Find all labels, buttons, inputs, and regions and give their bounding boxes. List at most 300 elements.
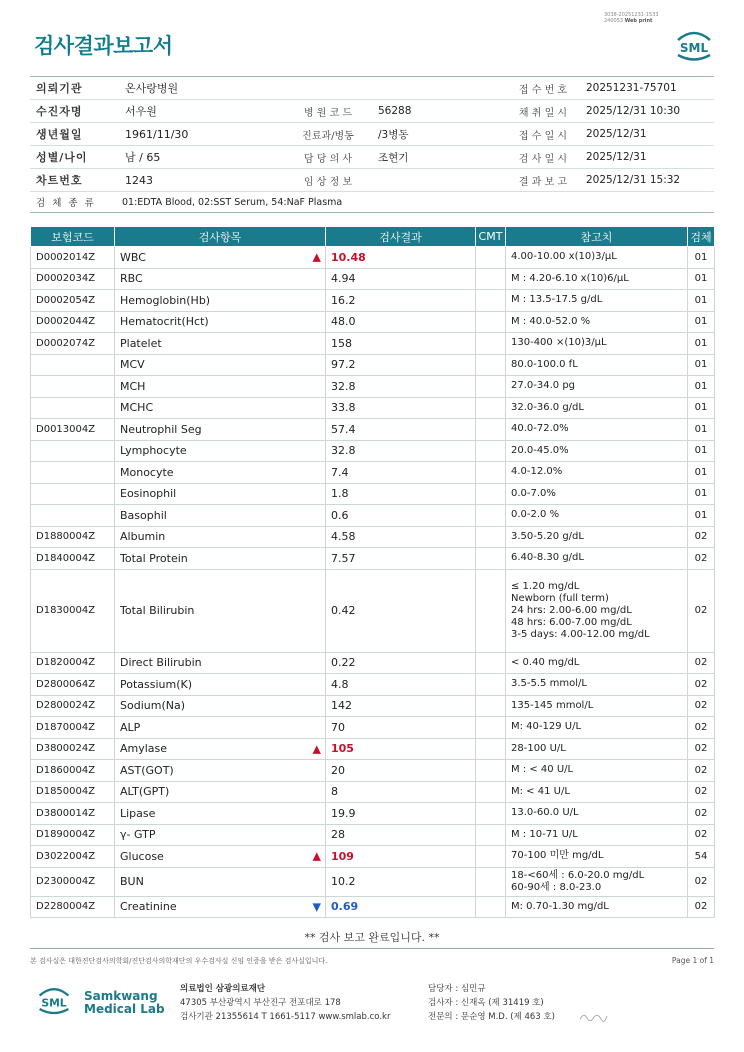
- insurance-code: D2800064Z: [31, 674, 115, 696]
- info-label: 의뢰기관: [36, 82, 83, 95]
- table-row: [31, 569, 715, 652]
- page-title: 검사결과보고서: [34, 34, 173, 58]
- insurance-code: D0002044Z: [31, 311, 115, 333]
- test-item: Eosinophil: [120, 487, 177, 501]
- test-item-cell: [115, 695, 326, 717]
- insurance-code: D0002074Z: [31, 333, 115, 355]
- specimen-code: 01: [688, 483, 715, 505]
- reference-line: 27.0-34.0 pg: [511, 380, 576, 392]
- reference-line: 4.0-12.0%: [511, 466, 563, 478]
- test-result: 33.8: [326, 397, 476, 419]
- insurance-code: D2300004Z: [31, 867, 115, 896]
- table-row: [31, 311, 715, 333]
- test-item-cell: [115, 419, 326, 441]
- org-contact: 검사기관 21355614 T 1661-5117 www.smlab.co.kr: [180, 1012, 391, 1022]
- test-item: Potassium(K): [120, 677, 193, 691]
- info-value: 56288: [378, 105, 412, 117]
- specimen-code: 01: [688, 462, 715, 484]
- info-value: /3병동: [378, 128, 409, 141]
- reference-range: [506, 397, 688, 419]
- table-row: [31, 526, 715, 548]
- specimen-code: 02: [688, 717, 715, 739]
- cmt-cell: [476, 781, 506, 803]
- info-label: 차트번호: [36, 174, 83, 187]
- reference-line: 0.0-2.0 %: [511, 509, 560, 521]
- cmt-cell: [476, 268, 506, 290]
- reference-line: < 0.40 mg/dL: [511, 656, 580, 668]
- table-row: [31, 695, 715, 717]
- column-header: 검사결과: [326, 227, 476, 247]
- print-meta: [604, 12, 659, 24]
- info-label: 검 사 일 시: [518, 153, 568, 165]
- test-item: Hematocrit(Hct): [120, 315, 209, 329]
- test-result: 4.94: [326, 268, 476, 290]
- test-item: Total Protein: [120, 551, 188, 565]
- cmt-cell: [476, 846, 506, 868]
- test-item: Neutrophil Seg: [120, 422, 202, 436]
- test-item-cell: [115, 674, 326, 696]
- test-item-cell: [115, 738, 326, 760]
- reference-range: [506, 652, 688, 674]
- table-row: [31, 867, 715, 896]
- specimen-code: 02: [688, 867, 715, 896]
- test-result: 7.4: [326, 462, 476, 484]
- test-item: Lymphocyte: [120, 444, 187, 458]
- insurance-code: D0002034Z: [31, 268, 115, 290]
- cmt-cell: [476, 483, 506, 505]
- insurance-code: D1830004Z: [31, 569, 115, 652]
- table-row: [31, 803, 715, 825]
- reference-line: M : 10-71 U/L: [511, 828, 578, 840]
- cmt-cell: [476, 738, 506, 760]
- svg-text:SML: SML: [41, 996, 67, 1010]
- test-item-cell: [115, 333, 326, 355]
- column-header: 보험코드: [31, 227, 115, 247]
- specimen-code: 02: [688, 781, 715, 803]
- brand-name: [84, 990, 165, 1016]
- insurance-code: D0013004Z: [31, 419, 115, 441]
- cmt-cell: [476, 526, 506, 548]
- reference-range: [506, 462, 688, 484]
- reference-line: 135-145 mmol/L: [511, 699, 594, 711]
- specimen-code: 02: [688, 695, 715, 717]
- specimen-code: 02: [688, 803, 715, 825]
- insurance-code: D1890004Z: [31, 824, 115, 846]
- specimen-code: 02: [688, 548, 715, 570]
- table-row: [31, 505, 715, 527]
- reference-range: [506, 717, 688, 739]
- test-result: 0.6: [326, 505, 476, 527]
- org-name: 의료법인 삼광의료재단: [180, 984, 266, 994]
- results-table: [30, 226, 715, 918]
- reference-line: M: < 41 U/L: [511, 785, 570, 797]
- specimen-code: 01: [688, 247, 715, 269]
- reference-line: 3.50-5.20 g/dL: [511, 530, 584, 542]
- specimen-code: 01: [688, 440, 715, 462]
- test-item: Amylase: [120, 742, 168, 756]
- info-label: 접 수 번 호: [518, 84, 568, 96]
- test-result: 142: [326, 695, 476, 717]
- reference-line: M : 40.0-52.0 %: [511, 315, 591, 327]
- print-id: 3038-20251231-1533: [604, 12, 659, 18]
- cmt-cell: [476, 462, 506, 484]
- page-number: Page 1 of 1: [671, 956, 714, 965]
- table-header: [31, 227, 715, 247]
- test-item-cell: [115, 397, 326, 419]
- table-row: [31, 674, 715, 696]
- cmt-cell: [476, 505, 506, 527]
- cmt-cell: [476, 760, 506, 782]
- cmt-cell: [476, 867, 506, 896]
- insurance-code: D2280004Z: [31, 896, 115, 918]
- specimen-code: 54: [688, 846, 715, 868]
- test-item: Glucose: [120, 849, 164, 863]
- cmt-cell: [476, 803, 506, 825]
- cmt-cell: [476, 376, 506, 398]
- specimen-code: 01: [688, 419, 715, 441]
- insurance-code: D0002014Z: [31, 247, 115, 269]
- table-row: [31, 268, 715, 290]
- test-item-cell: [115, 376, 326, 398]
- test-item-cell: [115, 652, 326, 674]
- specimen-row: [30, 192, 714, 213]
- cmt-cell: [476, 717, 506, 739]
- insurance-code: [31, 376, 115, 398]
- test-item: Lipase: [120, 806, 156, 820]
- test-result: 10.48: [326, 247, 476, 269]
- cmt-cell: [476, 419, 506, 441]
- high-flag-icon: ▲: [312, 250, 321, 264]
- reference-range: [506, 548, 688, 570]
- test-item-cell: [115, 717, 326, 739]
- insurance-code: D3022004Z: [31, 846, 115, 868]
- test-item: ALT(GPT): [120, 785, 170, 799]
- org-address: 47305 부산광역시 부산진구 전포대로 178: [180, 998, 341, 1008]
- specimen-code: 01: [688, 311, 715, 333]
- test-item-cell: [115, 483, 326, 505]
- insurance-code: D1820004Z: [31, 652, 115, 674]
- reference-range: [506, 483, 688, 505]
- info-label: 임 상 정 보: [303, 176, 353, 188]
- test-item-cell: [115, 760, 326, 782]
- info-label: 채 취 일 시: [518, 107, 568, 119]
- info-value: 1961/11/30: [125, 127, 189, 141]
- table-row: [31, 846, 715, 868]
- test-result: 105: [326, 738, 476, 760]
- specimen-code: 02: [688, 738, 715, 760]
- reference-line: ≤ 1.20 mg/dL: [511, 580, 580, 592]
- patient-info: [30, 76, 714, 213]
- reference-line: 6.40-8.30 g/dL: [511, 552, 584, 564]
- reference-line: 20.0-45.0%: [511, 444, 569, 456]
- insurance-code: [31, 354, 115, 376]
- reference-range: [506, 867, 688, 896]
- reference-line: M : 4.20-6.10 x(10)6/μL: [511, 272, 629, 284]
- test-item-cell: [115, 569, 326, 652]
- cmt-cell: [476, 652, 506, 674]
- test-item-cell: [115, 548, 326, 570]
- insurance-code: [31, 397, 115, 419]
- cmt-cell: [476, 440, 506, 462]
- info-row: [30, 77, 714, 100]
- reference-range: [506, 846, 688, 868]
- test-item-cell: [115, 781, 326, 803]
- specimen-code: 01: [688, 290, 715, 312]
- test-item: Total Bilirubin: [120, 604, 195, 617]
- info-label: 성별/나이: [36, 151, 88, 164]
- test-item: MCHC: [120, 401, 154, 415]
- reference-line: M: 40-129 U/L: [511, 721, 582, 733]
- test-item-cell: [115, 824, 326, 846]
- insurance-code: D1840004Z: [31, 548, 115, 570]
- reference-range: [506, 781, 688, 803]
- staff-specialist: 전문의 : 문순영 M.D. (제 463 호): [428, 1012, 555, 1022]
- test-result: 57.4: [326, 419, 476, 441]
- test-item: BUN: [120, 875, 144, 888]
- table-row: [31, 290, 715, 312]
- table-row: [31, 824, 715, 846]
- info-row: [30, 123, 714, 146]
- test-item-cell: [115, 290, 326, 312]
- table-row: [31, 354, 715, 376]
- info-value: 온사랑병원: [125, 82, 179, 95]
- test-result: 109: [326, 846, 476, 868]
- reference-line: 60-90세 : 8.0-23.0: [511, 881, 602, 893]
- reference-line: 80.0-100.0 fL: [511, 358, 578, 370]
- high-flag-icon: ▲: [312, 849, 321, 863]
- reference-range: [506, 674, 688, 696]
- test-item: Sodium(Na): [120, 699, 185, 713]
- staff-tester: 검사자 : 신재옥 (제 31419 호): [428, 998, 544, 1008]
- table-row: [31, 397, 715, 419]
- reference-range: [506, 268, 688, 290]
- signature-icon: [578, 1010, 608, 1024]
- reference-line: 13.0-60.0 U/L: [511, 807, 579, 819]
- reference-range: [506, 526, 688, 548]
- reference-line: 48 hrs: 6.00-7.00 mg/dL: [511, 616, 632, 628]
- test-result: 32.8: [326, 440, 476, 462]
- insurance-code: [31, 505, 115, 527]
- info-value: 2025/12/31 10:30: [586, 105, 681, 117]
- insurance-code: D2800024Z: [31, 695, 115, 717]
- reference-line: Newborn (full term): [511, 592, 609, 604]
- table-row: [31, 738, 715, 760]
- test-item: Monocyte: [120, 465, 174, 479]
- svg-text:SML: SML: [679, 41, 709, 55]
- reference-line: 18-<60세 : 6.0-20.0 mg/dL: [511, 869, 645, 881]
- reference-range: [506, 695, 688, 717]
- specimen-label: 검 체 종 류: [36, 198, 96, 209]
- staff-manager: 담당자 : 심민규: [428, 984, 486, 994]
- info-value: 20251231-75701: [586, 82, 677, 94]
- cmt-cell: [476, 695, 506, 717]
- info-value: 1243: [125, 173, 153, 187]
- column-header: 참고치: [506, 227, 688, 247]
- table-row: [31, 376, 715, 398]
- table-row: [31, 462, 715, 484]
- cmt-cell: [476, 333, 506, 355]
- reference-line: 32.0-36.0 g/dL: [511, 401, 584, 413]
- info-label: 진료과/병동: [302, 130, 354, 142]
- insurance-code: D1870004Z: [31, 717, 115, 739]
- info-value: 2025/12/31 15:32: [586, 174, 681, 186]
- specimen-code: 02: [688, 526, 715, 548]
- info-value: 남 / 65: [125, 151, 161, 164]
- reference-range: [506, 440, 688, 462]
- test-item: γ- GTP: [120, 828, 156, 842]
- insurance-code: D1880004Z: [31, 526, 115, 548]
- test-item-cell: [115, 268, 326, 290]
- specimen-code: 02: [688, 652, 715, 674]
- table-row: [31, 760, 715, 782]
- reference-line: M: 0.70-1.30 mg/dL: [511, 900, 609, 912]
- reference-range: [506, 505, 688, 527]
- test-item-cell: [115, 803, 326, 825]
- reference-line: 130-400 ×(10)3/μL: [511, 337, 607, 349]
- accreditation-note: 본 검사실은 대한진단검사의학회/진단검사의학재단의 우수검사실 신임 인증을 받은 검사실입니다.: [30, 957, 328, 965]
- test-item-cell: [115, 462, 326, 484]
- test-result: 16.2: [326, 290, 476, 312]
- specimen-code: 02: [688, 824, 715, 846]
- reference-range: [506, 376, 688, 398]
- test-item: MCH: [120, 379, 146, 393]
- test-result: 158: [326, 333, 476, 355]
- test-result: 19.9: [326, 803, 476, 825]
- reference-range: [506, 760, 688, 782]
- info-label: 생년월일: [36, 128, 83, 141]
- cmt-cell: [476, 824, 506, 846]
- brand-line-1: Samkwang: [84, 989, 158, 1003]
- reference-range: [506, 738, 688, 760]
- reference-range: [506, 354, 688, 376]
- reference-range: [506, 896, 688, 918]
- specimen-code: 02: [688, 896, 715, 918]
- test-item-cell: [115, 896, 326, 918]
- test-result: 70: [326, 717, 476, 739]
- reference-line: 28-100 U/L: [511, 742, 566, 754]
- test-result: 0.69: [326, 896, 476, 918]
- sml-footer-logo-icon: [36, 983, 72, 1017]
- high-flag-icon: ▲: [312, 742, 321, 756]
- info-label: 병 원 코 드: [303, 107, 353, 119]
- specimen-value: 01:EDTA Blood, 02:SST Serum, 54:NaF Plasma: [122, 196, 343, 208]
- test-item: Creatinine: [120, 900, 177, 914]
- test-item: Hemoglobin(Hb): [120, 293, 211, 307]
- test-item-cell: [115, 354, 326, 376]
- info-value: 2025/12/31: [586, 151, 647, 163]
- reference-line: 3-5 days: 4.00-12.00 mg/dL: [511, 628, 650, 640]
- specimen-code: 01: [688, 505, 715, 527]
- test-result: 97.2: [326, 354, 476, 376]
- test-result: 48.0: [326, 311, 476, 333]
- column-header: CMT: [476, 227, 506, 247]
- test-item-cell: [115, 505, 326, 527]
- test-result: 0.22: [326, 652, 476, 674]
- print-sub: 240053: [604, 18, 624, 24]
- cmt-cell: [476, 569, 506, 652]
- test-result: 10.2: [326, 867, 476, 896]
- test-item: ALP: [120, 720, 141, 734]
- test-item: Platelet: [120, 336, 162, 350]
- test-item: Albumin: [120, 530, 166, 544]
- specimen-code: 02: [688, 674, 715, 696]
- cmt-cell: [476, 247, 506, 269]
- reference-line: 70-100 미만 mg/dL: [511, 850, 604, 862]
- staff-info: [428, 982, 555, 1024]
- cmt-cell: [476, 896, 506, 918]
- info-label: 담 당 의 사: [303, 153, 353, 165]
- table-row: [31, 247, 715, 269]
- info-row: [30, 100, 714, 123]
- test-item-cell: [115, 846, 326, 868]
- reference-range: [506, 290, 688, 312]
- reference-range: [506, 419, 688, 441]
- test-item: RBC: [120, 272, 143, 286]
- print-label: Web print: [624, 18, 653, 24]
- reference-line: 3.5-5.5 mmol/L: [511, 678, 587, 690]
- info-row: [30, 169, 714, 192]
- reference-line: M : 13.5-17.5 g/dL: [511, 294, 603, 306]
- test-result: 7.57: [326, 548, 476, 570]
- test-result: 1.8: [326, 483, 476, 505]
- insurance-code: [31, 462, 115, 484]
- table-row: [31, 717, 715, 739]
- test-result: 4.58: [326, 526, 476, 548]
- table-row: [31, 896, 715, 918]
- test-result: 4.8: [326, 674, 476, 696]
- cmt-cell: [476, 397, 506, 419]
- specimen-code: 02: [688, 569, 715, 652]
- table-row: [31, 333, 715, 355]
- insurance-code: D3800024Z: [31, 738, 115, 760]
- column-header: 검사항목: [115, 227, 326, 247]
- report-complete-text: ** 검사 보고 완료입니다. **: [304, 931, 440, 944]
- test-item: WBC: [120, 250, 146, 264]
- test-result: 20: [326, 760, 476, 782]
- table-row: [31, 440, 715, 462]
- low-flag-icon: ▼: [312, 900, 321, 914]
- reference-line: M : < 40 U/L: [511, 764, 574, 776]
- table-row: [31, 483, 715, 505]
- test-result: 8: [326, 781, 476, 803]
- insurance-code: D1860004Z: [31, 760, 115, 782]
- cmt-cell: [476, 548, 506, 570]
- specimen-code: 01: [688, 354, 715, 376]
- reference-range: [506, 247, 688, 269]
- test-item-cell: [115, 867, 326, 896]
- table-row: [31, 652, 715, 674]
- info-value: 2025/12/31: [586, 128, 647, 140]
- insurance-code: D0002054Z: [31, 290, 115, 312]
- test-item: Direct Bilirubin: [120, 656, 202, 670]
- info-label: 수진자명: [36, 105, 83, 118]
- insurance-code: D3800014Z: [31, 803, 115, 825]
- cmt-cell: [476, 290, 506, 312]
- insurance-code: [31, 440, 115, 462]
- info-row: [30, 146, 714, 169]
- sml-logo-icon: [674, 28, 714, 62]
- reference-line: 0.0-7.0%: [511, 487, 556, 499]
- table-row: [31, 548, 715, 570]
- info-label: 결 과 보 고: [518, 176, 568, 188]
- reference-line: 24 hrs: 2.00-6.00 mg/dL: [511, 604, 632, 616]
- specimen-code: 01: [688, 376, 715, 398]
- test-result: 0.42: [326, 569, 476, 652]
- insurance-code: [31, 483, 115, 505]
- reference-range: [506, 824, 688, 846]
- test-item-cell: [115, 526, 326, 548]
- brand-line-2: Medical Lab: [84, 1002, 165, 1016]
